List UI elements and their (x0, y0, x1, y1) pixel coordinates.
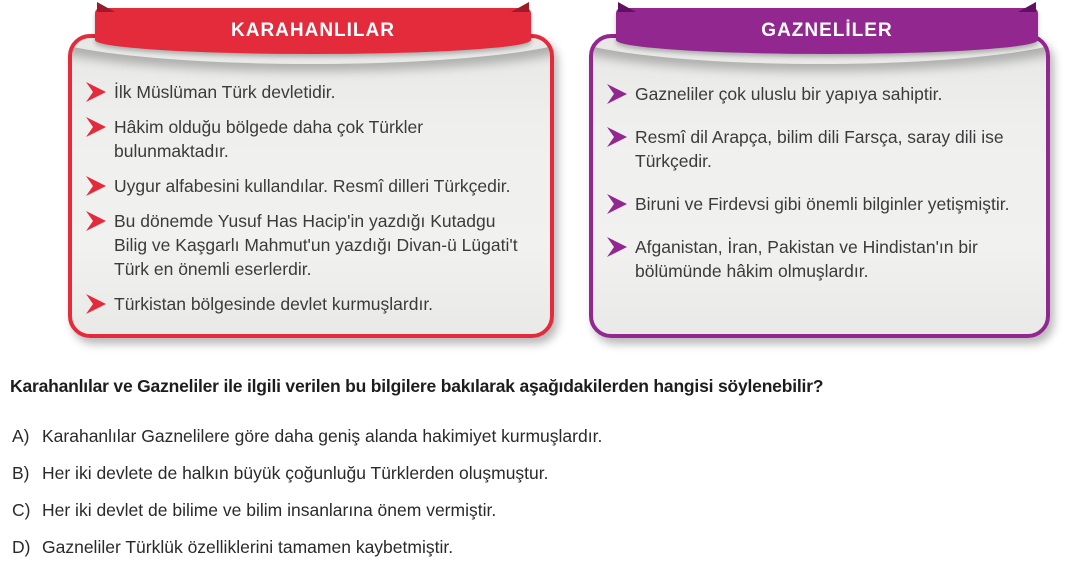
bullet-text: Gazneliler çok uluslu bir yapıya sahiptir. (635, 84, 943, 104)
answer-options (12, 424, 1062, 572)
ribbon-fold-left (97, 2, 115, 12)
option-c (12, 498, 1062, 522)
ribbon-fold-right (1018, 2, 1036, 12)
arrow-bullet-icon (86, 82, 106, 102)
option-letter: B) (12, 463, 30, 483)
gazneliler-card (589, 8, 1050, 338)
gazneliler-card-body (589, 34, 1050, 338)
karahanlilar-bullet-list (72, 38, 550, 337)
option-letter: A) (12, 426, 30, 446)
arrow-bullet-icon (607, 127, 627, 147)
arrow-bullet-icon (86, 176, 106, 196)
list-item (86, 80, 532, 104)
karahanlilar-card (68, 8, 554, 338)
list-item (607, 192, 1028, 216)
gazneliler-bullet-list (593, 38, 1046, 312)
bullet-text: Afganistan, İran, Pakistan ve Hindistan'ın bir bölümünde hâkim olmuşlardır. (635, 237, 978, 281)
card-title: KARAHANLILAR (231, 20, 395, 41)
bullet-text: Hâkim olduğu bölgede daha çok Türkler bulunmaktadır. (114, 117, 424, 161)
list-item (607, 82, 1028, 106)
list-item (86, 174, 532, 198)
ribbon-fold-right (511, 2, 529, 12)
list-item (607, 235, 1028, 283)
option-letter: C) (12, 500, 31, 520)
bullet-text: İlk Müslüman Türk devletidir. (114, 82, 336, 102)
arrow-bullet-icon (86, 117, 106, 137)
karahanlilar-ribbon-banner (95, 8, 531, 54)
bullet-text: Bu dönemde Yusuf Has Hacip'in yazdığı Kutadgu Bilig ve Kaşgarlı Mahmut'un yazdığı Divan-ü Lügati't Türk en önemli eserlerdir. (114, 211, 518, 279)
ribbon-fold-left (618, 2, 636, 12)
option-text: Karahanlılar Gaznelilere göre daha geniş alanda hakimiyet kurmuşlardır. (42, 426, 603, 446)
list-item (86, 209, 532, 281)
option-text: Her iki devlete de halkın büyük çoğunluğu Türklerden oluşmuştur. (42, 463, 549, 483)
arrow-bullet-icon (607, 84, 627, 104)
gazneliler-ribbon-banner (616, 8, 1038, 54)
arrow-bullet-icon (607, 237, 627, 257)
bullet-text: Resmî dil Arapça, bilim dili Farsça, saray dili ise Türkçedir. (635, 127, 1004, 171)
card-title: GAZNELİLER (761, 20, 893, 41)
option-a (12, 424, 1062, 448)
option-letter: D) (12, 537, 31, 557)
arrow-bullet-icon (86, 294, 106, 314)
arrow-bullet-icon (86, 211, 106, 231)
option-d (12, 535, 1062, 559)
option-text: Her iki devlet de bilime ve bilim insanlarına önem vermiştir. (42, 500, 497, 520)
bullet-text: Uygur alfabesini kullandılar. Resmî dilleri Türkçedir. (114, 176, 511, 196)
karahanlilar-card-body (68, 34, 554, 338)
list-item (86, 292, 532, 316)
list-item (607, 125, 1028, 173)
list-item (86, 115, 532, 163)
option-text: Gazneliler Türklük özelliklerini tamamen kaybetmiştir. (42, 537, 454, 557)
bullet-text: Biruni ve Firdevsi gibi önemli bilginler yetişmiştir. (635, 194, 1010, 214)
question-text: Karahanlılar ve Gazneliler ile ilgili verilen bu bilgilere bakılarak aşağıdakilerden hangisi söylenebilir? (10, 376, 824, 396)
bullet-text: Türkistan bölgesinde devlet kurmuşlardır. (114, 294, 434, 314)
option-b (12, 461, 1062, 485)
arrow-bullet-icon (607, 194, 627, 214)
